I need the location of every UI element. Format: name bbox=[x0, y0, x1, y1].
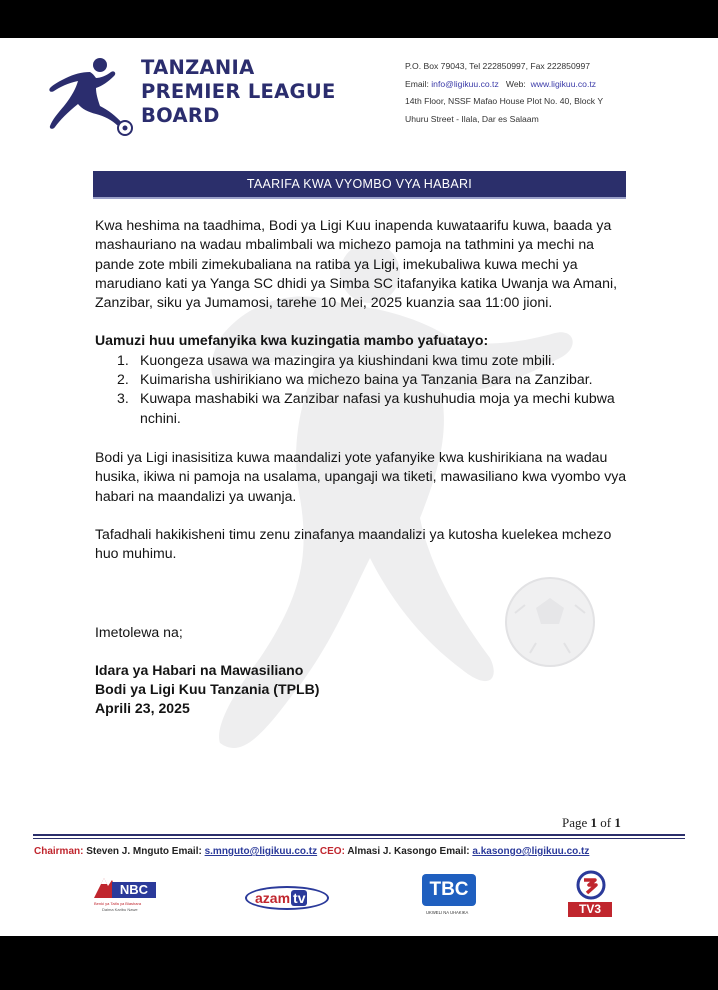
tv3-swirl-icon bbox=[575, 870, 607, 900]
ceo-label: CEO: bbox=[317, 846, 348, 857]
org-name-line1: TANZANIA bbox=[141, 56, 255, 79]
email-link[interactable]: info@ligikuu.co.tz bbox=[431, 78, 499, 89]
azam-tv-wordmark: tv bbox=[293, 890, 306, 906]
tv3-logo bbox=[568, 870, 614, 920]
signature-dept: Idara ya Habari na Mawasiliano bbox=[95, 661, 304, 678]
web-link[interactable]: www.ligikuu.co.tz bbox=[530, 78, 597, 89]
org-name-line3: BOARD bbox=[141, 104, 220, 127]
nbc-tagline: Benki ya Taifa ya Biashara bbox=[94, 901, 142, 906]
paragraph-coordination: Bodi ya Ligi inasisitiza kuwa maandalizi yote yafanyike kwa kushirikiana na wadau husika, ikiwa ni pamoja na usalama, upangaji wa tiketi, mawasiliano kwa vyombo vya habari na maandalizi ya uwanja. bbox=[95, 448, 627, 504]
page-current: 1 bbox=[590, 815, 598, 830]
footer-contacts bbox=[34, 846, 589, 857]
document-body bbox=[95, 216, 635, 719]
tbc-slogan: UKWELI NA UHAKIKA bbox=[426, 910, 469, 915]
org-name bbox=[141, 56, 336, 128]
list-number: 3. bbox=[117, 390, 129, 407]
azam-tv-logo bbox=[245, 886, 331, 912]
contact-po-box: P.O. Box 79043, Tel 222850997, Fax 222850997 bbox=[405, 61, 591, 71]
signature-date: Aprili 23, 2025 bbox=[95, 700, 190, 717]
chairman-label: Chairman: bbox=[34, 846, 87, 857]
org-name-line2: PREMIER LEAGUE bbox=[141, 80, 336, 103]
tv3-wordmark: TV3 bbox=[568, 902, 612, 917]
press-release-page bbox=[0, 38, 718, 936]
page-number bbox=[562, 815, 621, 831]
issued-by: Imetolewa na; bbox=[95, 624, 183, 641]
tbc-wordmark: TBC bbox=[422, 874, 476, 906]
list-item bbox=[95, 351, 635, 370]
page-label: Page bbox=[562, 815, 591, 830]
reasons-heading: Uamuzi huu umefanyika kwa kuzingatia mambo yafuatayo: bbox=[95, 332, 489, 349]
contact-email-web bbox=[405, 76, 603, 94]
nbc-slogan: Daima Karibu Nawe bbox=[102, 907, 138, 912]
page-of: of bbox=[597, 815, 615, 830]
list-item-text: Kuongeza usawa wa mazingira ya kiushindani kwa timu zote mbili. bbox=[140, 351, 556, 368]
chairman-email-link[interactable]: s.mnguto@ligikuu.co.tz bbox=[204, 846, 318, 857]
tbc-logo bbox=[422, 874, 478, 922]
ceo-name: Almasi J. Kasongo Email: bbox=[347, 846, 473, 857]
signature-org: Bodi ya Ligi Kuu Tanzania (TPLB) bbox=[95, 681, 320, 698]
paragraph-preparation: Tafadhali hakikisheni timu zenu zinafanya maandalizi ya kutosha kuelekea mchezo huo muhimu. bbox=[95, 525, 612, 562]
azam-wordmark: azam bbox=[255, 890, 291, 906]
ceo-email-link[interactable]: a.kasongo@ligikuu.co.tz bbox=[472, 846, 590, 857]
document-title-banner: TAARIFA KWA VYOMBO VYA HABARI bbox=[93, 171, 626, 199]
footer-rule bbox=[33, 834, 685, 836]
tplb-logo-player-icon bbox=[46, 56, 138, 138]
list-number: 1. bbox=[117, 351, 129, 368]
footer-rule-thin bbox=[33, 838, 685, 839]
contact-block bbox=[405, 58, 603, 128]
nbc-name: NBC bbox=[112, 882, 156, 898]
list-number: 2. bbox=[117, 371, 129, 388]
intro-paragraph: Kwa heshima na taadhima, Bodi ya Ligi Kuu inapenda kuwataarifu kuwa, baada ya mashauriano na wadau mbalimbali wa michezo pamoja na tathmini ya mechi na pande zote mbili zimekubaliana na ratiba ya Ligi, imekubaliwa kuwa mechi ya marudiano kati ya Yanga SC dhidi ya Simba SC itafanyika katika Uwanja wa Amani, Zanzibar, siku ya Jumamosi, tarehe 10 Mei, 2025 kuanzia saa 11:00 jioni. bbox=[95, 217, 617, 311]
list-item bbox=[95, 370, 635, 389]
nbc-logo bbox=[88, 874, 168, 918]
web-label: Web: bbox=[498, 78, 531, 89]
email-label: Email: bbox=[405, 78, 432, 89]
list-item-text: Kuwapa mashabiki wa Zanzibar nafasi ya kushuhudia moja ya mechi kubwa nchini. bbox=[140, 390, 615, 426]
list-item-text: Kuimarisha ushirikiano wa michezo baina ya Tanzania Bara na Zanzibar. bbox=[140, 371, 593, 388]
page-total: 1 bbox=[614, 815, 621, 830]
chairman-name: Steven J. Mnguto Email: bbox=[86, 846, 205, 857]
contact-address-2: Uhuru Street - Ilala, Dar es Salaam bbox=[405, 113, 539, 124]
list-item bbox=[95, 389, 635, 428]
reasons-list bbox=[95, 351, 635, 428]
contact-address-1: 14th Floor, NSSF Mafao House Plot No. 40, Block Y bbox=[405, 96, 604, 106]
